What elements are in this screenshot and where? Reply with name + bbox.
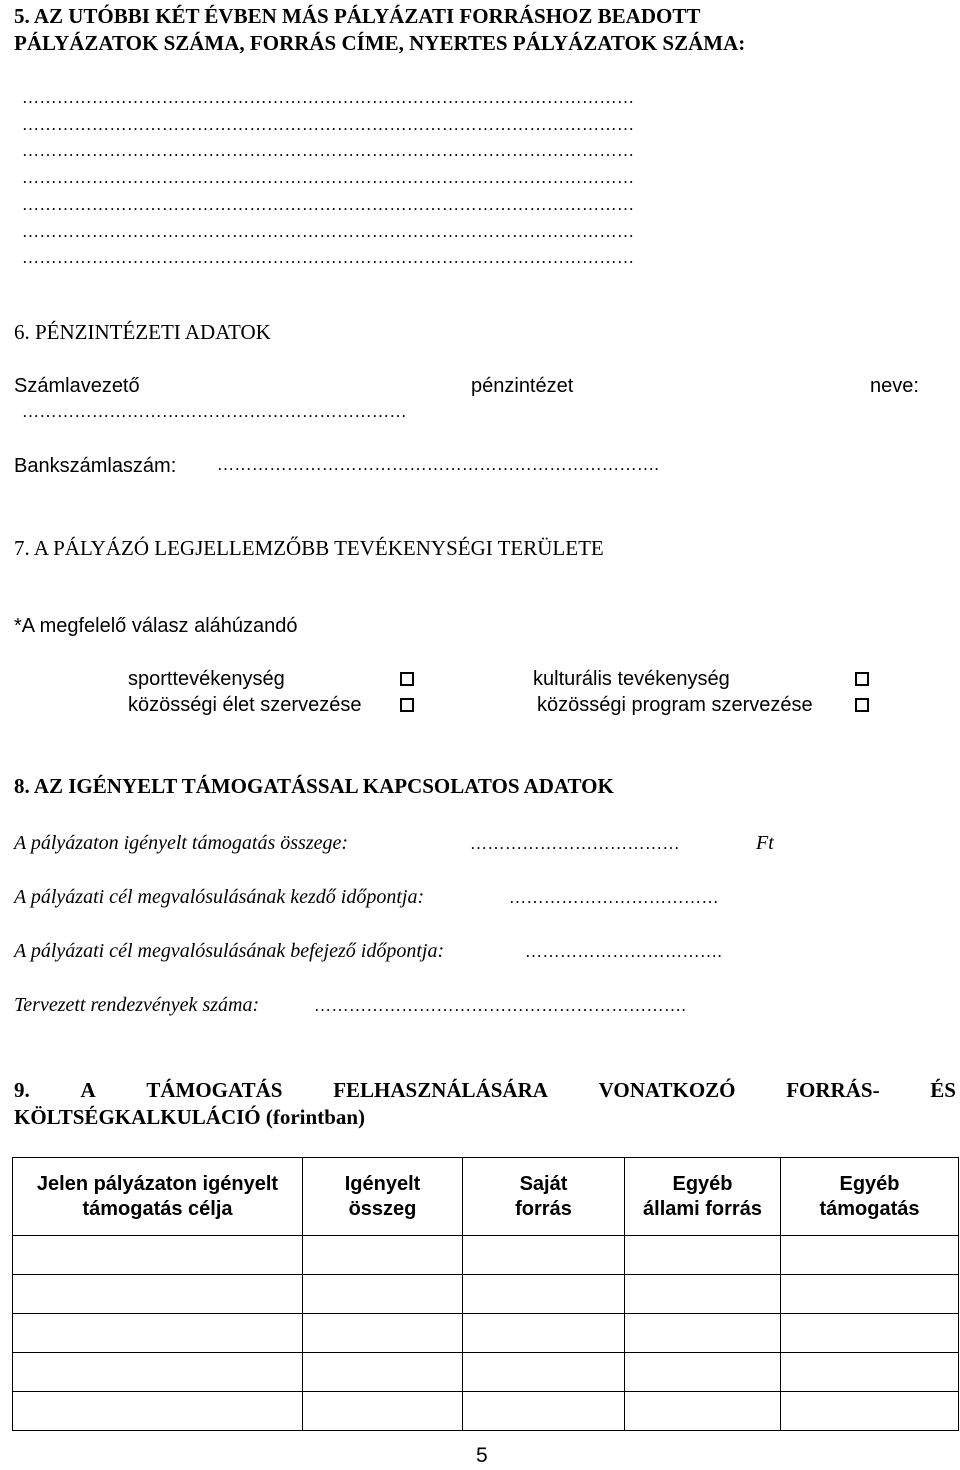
option-community-life-checkbox[interactable] xyxy=(400,698,414,716)
table-row xyxy=(13,1392,959,1431)
table-cell[interactable] xyxy=(303,1314,463,1353)
table-cell[interactable] xyxy=(781,1236,959,1275)
table-row xyxy=(13,1353,959,1392)
table-cell[interactable] xyxy=(781,1314,959,1353)
table-cell[interactable] xyxy=(463,1236,625,1275)
section9-title-word: VONATKOZÓ xyxy=(598,1078,736,1102)
section9-title-word: ÉS xyxy=(930,1078,956,1102)
table-cell[interactable] xyxy=(13,1314,303,1353)
section6-title: 6. PÉNZINTÉZETI ADATOK xyxy=(14,320,271,344)
table-cell[interactable] xyxy=(463,1314,625,1353)
option-sport-label: sporttevékenység xyxy=(128,668,285,690)
table-cell[interactable] xyxy=(625,1392,781,1431)
option-sport-checkbox[interactable] xyxy=(400,672,414,690)
amount-unit: Ft xyxy=(756,832,774,854)
section7-title: 7. A PÁLYÁZÓ LEGJELLEMZŐBB TEVÉKENYSÉGI TERÜLETE xyxy=(14,536,604,560)
answer-line[interactable]: …………………………………………………………………………………………… xyxy=(22,222,635,241)
table-cell[interactable] xyxy=(625,1275,781,1314)
table-cell[interactable] xyxy=(13,1236,303,1275)
option-culture-checkbox[interactable] xyxy=(855,672,869,690)
section9-title-line1 xyxy=(14,1078,956,1103)
page-number: 5 xyxy=(476,1444,488,1467)
table-cell[interactable] xyxy=(781,1275,959,1314)
table-cell[interactable] xyxy=(13,1353,303,1392)
table-cell[interactable] xyxy=(463,1392,625,1431)
header-other-support: Egyéb támogatás xyxy=(781,1158,959,1236)
amount-label: A pályázaton igényelt támogatás összege: xyxy=(14,832,349,854)
option-community-program-checkbox[interactable] xyxy=(855,698,869,716)
answer-line[interactable]: …………………………………………………………………………………………… xyxy=(22,168,635,187)
table-cell[interactable] xyxy=(781,1392,959,1431)
section8-title: 8. AZ IGÉNYELT TÁMOGATÁSSAL KAPCSOLATOS ADATOK xyxy=(14,774,614,798)
account-number-field[interactable]: …………………………………………………………………. xyxy=(217,455,660,474)
end-date-field[interactable]: ……………………………. xyxy=(525,942,723,961)
section5-title-line1: 5. AZ UTÓBBI KÉT ÉVBEN MÁS PÁLYÁZATI FORRÁSHOZ BEADOTT xyxy=(14,4,701,28)
end-date-label: A pályázati cél megvalósulásának befejező időpontja: xyxy=(14,940,445,962)
table-row xyxy=(13,1314,959,1353)
table-header-row xyxy=(13,1158,959,1236)
account-number-label: Bankszámlaszám: xyxy=(14,455,177,477)
section9-title-line2: KÖLTSÉGKALKULÁCIÓ (forintban) xyxy=(14,1105,366,1129)
table-cell[interactable] xyxy=(303,1236,463,1275)
bank-label-word3: neve: xyxy=(870,375,919,397)
bank-label-word1: Számlavezető xyxy=(14,375,140,397)
answer-line[interactable]: …………………………………………………………………………………………… xyxy=(22,248,635,267)
header-requested-amount: Igényelt összeg xyxy=(303,1158,463,1236)
answer-line[interactable]: …………………………………………………………………………………………… xyxy=(22,115,635,134)
amount-field[interactable]: ……………………………… xyxy=(470,834,680,853)
option-community-program-label: közösségi program szervezése xyxy=(537,694,813,716)
header-other-state-source: Egyéb állami forrás xyxy=(625,1158,781,1236)
section9-title-word: TÁMOGATÁS xyxy=(146,1078,283,1102)
header-purpose: Jelen pályázaton igényelt támogatás célja xyxy=(13,1158,303,1236)
section9-title-word: A xyxy=(80,1078,96,1102)
section9-title-word: FELHASZNÁLÁSÁRA xyxy=(333,1078,548,1102)
answer-line[interactable]: …………………………………………………………………………………………… xyxy=(22,195,635,214)
table-row xyxy=(13,1275,959,1314)
table-cell[interactable] xyxy=(463,1353,625,1392)
option-community-life-label: közösségi élet szervezése xyxy=(128,694,362,716)
table-cell[interactable] xyxy=(303,1275,463,1314)
start-date-label: A pályázati cél megvalósulásának kezdő időpontja: xyxy=(14,886,425,908)
answer-line[interactable]: …………………………………………………………………………………………… xyxy=(22,141,635,160)
bank-label-word2: pénzintézet xyxy=(471,375,574,397)
table-row xyxy=(13,1236,959,1275)
table-cell[interactable] xyxy=(303,1392,463,1431)
section9-title-word: 9. xyxy=(14,1078,30,1102)
bank-name-field[interactable]: ………………………………………………………… xyxy=(22,402,407,421)
events-count-label: Tervezett rendezvények száma: xyxy=(14,994,260,1016)
section9-title-word: FORRÁS- xyxy=(786,1078,880,1102)
start-date-field[interactable]: ……………………………… xyxy=(509,888,719,907)
table-cell[interactable] xyxy=(303,1353,463,1392)
table-cell[interactable] xyxy=(13,1275,303,1314)
table-cell[interactable] xyxy=(625,1314,781,1353)
header-own-source: Saját forrás xyxy=(463,1158,625,1236)
answer-line[interactable]: …………………………………………………………………………………………… xyxy=(22,88,635,107)
section7-instruction: *A megfelelő válasz aláhúzandó xyxy=(14,615,298,637)
events-count-field[interactable]: ………………………………………………………. xyxy=(314,996,687,1015)
table-cell[interactable] xyxy=(625,1236,781,1275)
table-cell[interactable] xyxy=(781,1353,959,1392)
section5-title-line2: PÁLYÁZATOK SZÁMA, FORRÁS CÍME, NYERTES PÁLYÁZATOK SZÁMA: xyxy=(14,31,746,55)
budget-table xyxy=(12,1157,959,1431)
table-cell[interactable] xyxy=(463,1275,625,1314)
table-cell[interactable] xyxy=(13,1392,303,1431)
option-culture-label: kulturális tevékenység xyxy=(533,668,730,690)
table-cell[interactable] xyxy=(625,1353,781,1392)
